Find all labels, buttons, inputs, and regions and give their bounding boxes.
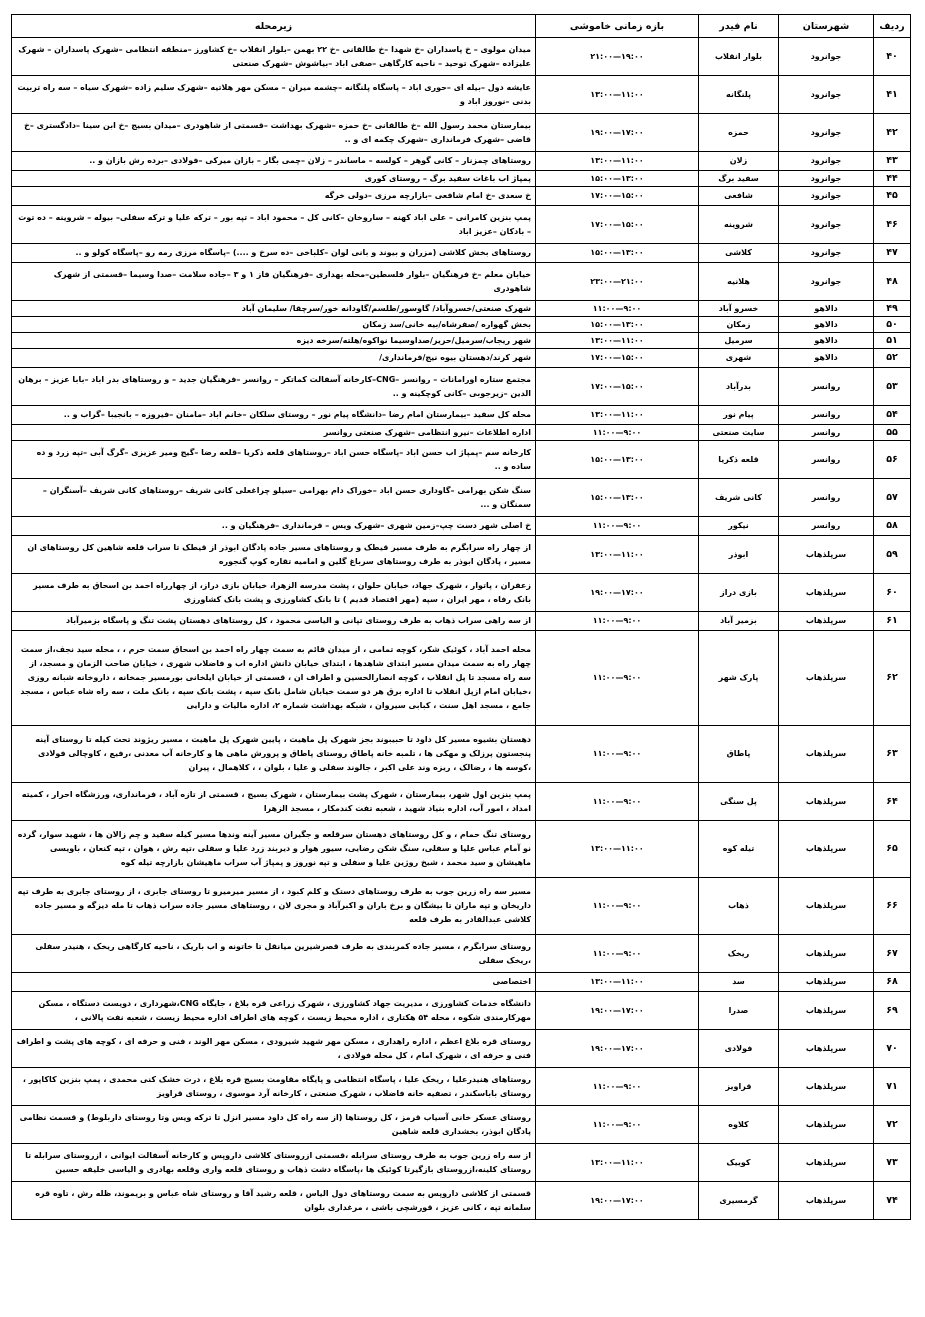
city-cell: سرپلذهاب xyxy=(779,973,874,992)
city-cell: روانسر xyxy=(779,425,874,441)
feeder-name-cell: پیام نور xyxy=(699,406,779,425)
area-cell: کارخانه سم –پمپاژ اب حسن اباد –پاسگاه حسن اباد –روستاهای قلعه ذکریا –قلعه رضا –گیج ومیر عزیزی –گرگ آبی –تپه زرد و ده ساده و .. xyxy=(12,441,536,479)
area-cell: محله کل سفید –بیمارستان امام رضا –دانشگاه پیام نور – روستای سلکان –خانم اباد –مامنان –فیروزه – بانجیبا –گراب و .. xyxy=(12,406,536,425)
table-row xyxy=(12,1030,911,1068)
row-number-cell: ۶۰ xyxy=(874,574,911,612)
outage-time-cell: ۹:۰۰—۱۱:۰۰ xyxy=(536,301,699,317)
row-number-cell: ۷۳ xyxy=(874,1144,911,1182)
outage-time-cell: ۲۱:۰۰—۲۳:۰۰ xyxy=(536,263,699,301)
city-cell: سرپلذهاب xyxy=(779,726,874,783)
feeder-name-cell: ذهاب xyxy=(699,878,779,935)
feeder-name-cell: بزمیر آباد xyxy=(699,612,779,631)
table-row xyxy=(12,406,911,425)
city-cell: سرپلذهاب xyxy=(779,1106,874,1144)
feeder-name-cell: سفید برگ xyxy=(699,171,779,187)
city-cell: روانسر xyxy=(779,368,874,406)
outage-time-cell: ۱۷:۰۰—۱۹:۰۰ xyxy=(536,1030,699,1068)
table-body xyxy=(12,38,911,1220)
row-number-cell: ۴۱ xyxy=(874,76,911,114)
city-cell: دالاهو xyxy=(779,301,874,317)
row-number-cell: ۴۸ xyxy=(874,263,911,301)
feeder-name-cell: کانی شریف xyxy=(699,479,779,517)
area-cell: روستاهای بخش کلاشی (مزران و بیوند و بانی لوان –کلباخی –ده سرخ و ....) –پاسگاه مرزی رمه رو –پاسگاه کولو و .. xyxy=(12,244,536,263)
area-cell: پمپ بنزین کامرانی – علی اباد کهنه – ساروخان –کانی کل – محمود اباد – تپه بور – ترکه علیا و ترکه سفلی– بیوله – شروینه – ده توت – بادکان –عزیز اباد xyxy=(12,206,536,244)
area-cell: خ اصلی شهر دست چپ–زمین شهری –شهرک ویس – فرمانداری –فرهنگیان و .. xyxy=(12,517,536,536)
row-number-cell: ۵۴ xyxy=(874,406,911,425)
feeder-name-cell: کلاشی xyxy=(699,244,779,263)
area-cell: میدان مولوی – خ پاسداران –خ شهدا –خ طالقانی –خ ۲۲ بهمن –بلوار انقلاب –خ کشاورز –منطقه انتظامی –شهرک پاسداران – شهرک علیزاده –شهرک توحید – ناحیه کارگاهی –صفی اباد –بیاشوش –شهرک صنعتی xyxy=(12,38,536,76)
feeder-name-cell: ریخک xyxy=(699,935,779,973)
area-cell: اختصاصی xyxy=(12,973,536,992)
row-number-cell: ۶۲ xyxy=(874,631,911,726)
city-cell: جوانرود xyxy=(779,206,874,244)
feeder-name-cell: نیکور xyxy=(699,517,779,536)
outage-time-cell: ۱۱:۰۰—۱۳:۰۰ xyxy=(536,406,699,425)
outage-time-cell: ۱۵:۰۰—۱۷:۰۰ xyxy=(536,349,699,368)
area-cell: مسیر سه راه زرین جوب به طرف روستاهای دستک و کلم کبود ، از مسیر میرمیرو تا روستای جابری ، از روستای جابری به طرف تپه داریخان و تپه ماران تا بیشگان و برخ باران و اکبرآباد و مجری لان ، روستاهای مسیر جاده سراب ذهاب تا مله دیزگه و مسیر جاده کلاشی عبدالقادر به طرف قلعه xyxy=(12,878,536,935)
table-row xyxy=(12,783,911,821)
city-cell: دالاهو xyxy=(779,333,874,349)
city-cell: جوانرود xyxy=(779,76,874,114)
table-row xyxy=(12,973,911,992)
table-row xyxy=(12,152,911,171)
outage-time-cell: ۱۱:۰۰—۱۳:۰۰ xyxy=(536,76,699,114)
outage-time-cell: ۱۳:۰۰—۱۵:۰۰ xyxy=(536,171,699,187)
area-cell: خیابان معلم –خ فرهنگیان –بلوار فلسطین–محله بهداری –فرهنگیان فاز ۱ و ۳ –جاده سلامت –صدا وسیما –قسمتی از شهرک شاهودری xyxy=(12,263,536,301)
row-number-cell: ۶۵ xyxy=(874,821,911,878)
area-cell: روستای عسکر خانی آسیاب قرمز ، کل روستاها (از سه راه کل داود مسیر انزل تا ترکه ویس وتا روستای داربلوط) و قسمت نظامی پادگان ابوذر، بخشداری قلعه شاهین xyxy=(12,1106,536,1144)
city-cell: جوانرود xyxy=(779,263,874,301)
area-cell: سنگ شکن بهرامی –گاوداری حسن اباد –خوراک دام بهرامی –سیلو چراغعلی کانی شریف –روستاهای کانی شریف –آسنگران –سمنگان و ... xyxy=(12,479,536,517)
feeder-name-cell: تیله کوه xyxy=(699,821,779,878)
table-row xyxy=(12,368,911,406)
row-number-cell: ۴۶ xyxy=(874,206,911,244)
table-row xyxy=(12,726,911,783)
outage-time-cell: ۱۷:۰۰—۱۹:۰۰ xyxy=(536,114,699,152)
area-cell: قسمتی از کلاشی داروپس به سمت روستاهای دول الیاس ، قلعه رشید آقا و روستای شاه عباس و بریموند، ظله رش ، تاوه قره سلمانه تپه ، کانی عزیز ، قورشچی باشی ، مرغداری بلوان xyxy=(12,1182,536,1220)
table-row xyxy=(12,263,911,301)
table-row xyxy=(12,612,911,631)
row-number-cell: ۴۰ xyxy=(874,38,911,76)
area-cell: بیمارستان محمد رسول الله –خ طالقانی –خ حمزه –شهرک بهداشت –قسمتی از شاهودری –میدان بسیج –خ ابن سینا –دادگستری –خ قاضی –شهرک فرمانداری –شهرک چکمه ای و .. xyxy=(12,114,536,152)
row-number-cell: ۶۳ xyxy=(874,726,911,783)
city-cell: سرپلذهاب xyxy=(779,992,874,1030)
city-cell: سرپلذهاب xyxy=(779,612,874,631)
city-cell: جوانرود xyxy=(779,38,874,76)
outage-time-cell: ۱۱:۰۰—۱۳:۰۰ xyxy=(536,333,699,349)
table-row xyxy=(12,244,911,263)
header-row-number: ردیف xyxy=(874,15,911,38)
city-cell: روانسر xyxy=(779,406,874,425)
outage-time-cell: ۹:۰۰—۱۱:۰۰ xyxy=(536,631,699,726)
table-row xyxy=(12,574,911,612)
outage-time-cell: ۱۱:۰۰—۱۳:۰۰ xyxy=(536,536,699,574)
city-cell: دالاهو xyxy=(779,317,874,333)
area-cell: روستای قره بلاغ اعظم ، اداره راهداری ، مسکن مهر شهید شیرودی ، مسکن مهر الوند ، فنی و حرفه ای ، کوچه های پشت و اطراف فنی و حرفه ای ، شهرک امام ، کل محله فولادی ، xyxy=(12,1030,536,1068)
table-row xyxy=(12,1106,911,1144)
feeder-name-cell: فولادی xyxy=(699,1030,779,1068)
outage-time-cell: ۱۵:۰۰—۱۷:۰۰ xyxy=(536,187,699,206)
feeder-name-cell: بدرآباد xyxy=(699,368,779,406)
table-row xyxy=(12,992,911,1030)
feeder-name-cell: کوییک xyxy=(699,1144,779,1182)
city-cell: جوانرود xyxy=(779,171,874,187)
area-cell: شهرک صنعتی/خسروآباد/ گاوسور/طلسم/گاودانه خور/سرچقا/ سلیمان آباد xyxy=(12,301,536,317)
row-number-cell: ۶۶ xyxy=(874,878,911,935)
outage-schedule-sheet xyxy=(12,14,911,1220)
outage-time-cell: ۱۳:۰۰—۱۵:۰۰ xyxy=(536,479,699,517)
feeder-name-cell: پلنگانه xyxy=(699,76,779,114)
outage-time-cell: ۱۱:۰۰—۱۳:۰۰ xyxy=(536,152,699,171)
row-number-cell: ۵۳ xyxy=(874,368,911,406)
feeder-name-cell: بلوار انقلاب xyxy=(699,38,779,76)
row-number-cell: ۴۴ xyxy=(874,171,911,187)
area-cell: عایشه دول –بیله ای –حوری اباد – پاسگاه پلنگانه –چشمه میران – مسکن مهر هلاتیه –شهرک سلیم زاده –شهرک سیاه – سه راه تربیت بدنی –نوروز اباد و xyxy=(12,76,536,114)
table-row xyxy=(12,114,911,152)
row-number-cell: ۵۵ xyxy=(874,425,911,441)
table-row xyxy=(12,317,911,333)
table-row xyxy=(12,1068,911,1106)
area-cell: پمپ بنزین اول شهر، بیمارستان ، شهرک پشت بیمارستان ، شهرک بسیج ، قسمتی از تازه آباد ، فرمانداری، ورزشگاه احرار ، کمیته امداد ، امور آب، اداره بنیاد شهید ، شعبه تفت کندمکار ، مسجد الزهرا xyxy=(12,783,536,821)
city-cell: جوانرود xyxy=(779,187,874,206)
feeder-name-cell: صدرا xyxy=(699,992,779,1030)
feeder-name-cell: سرمیل xyxy=(699,333,779,349)
row-number-cell: ۴۵ xyxy=(874,187,911,206)
outage-time-cell: ۹:۰۰—۱۱:۰۰ xyxy=(536,425,699,441)
feeder-name-cell: سایت صنعتی xyxy=(699,425,779,441)
row-number-cell: ۵۷ xyxy=(874,479,911,517)
table-row xyxy=(12,301,911,317)
feeder-name-cell: پل سنگی xyxy=(699,783,779,821)
outage-table xyxy=(11,14,911,1220)
feeder-name-cell: پارک شهر xyxy=(699,631,779,726)
outage-time-cell: ۹:۰۰—۱۱:۰۰ xyxy=(536,1106,699,1144)
outage-time-cell: ۱۳:۰۰—۱۵:۰۰ xyxy=(536,441,699,479)
city-cell: دالاهو xyxy=(779,349,874,368)
table-row xyxy=(12,441,911,479)
area-cell: مجتمع ستاره اورامانات – روانسر –CNG–کارخانه آسفالت کماتکر – روانسر –فرهنگیان جدید – و روستاهای بدر اباد –بابا عزیز – برهان الدین –زیرجوبی –کانی کوچکینه و .. xyxy=(12,368,536,406)
table-row xyxy=(12,187,911,206)
area-cell: روستای تنگ حمام ، و کل روستاهای دهستان سرقلعه و جگیران مسیر آینه وندها مسیر کیله سفید و چم زالان ها ، شهید سوار، گرده نو آمام عباس علیا و سفلی، سنگ شکن رضایی، سیور هوار و دیربند زرد علیا و سفلی ،تپه رش ، هوان ، تپه کنعان ، باویسی ماهیشان و سید محمد ، شیخ روژین علیا و سفلی و تپه نوروز و پمپاژ آب سراب ماهیشان بازارچه تیله کوه xyxy=(12,821,536,878)
outage-time-cell: ۱۷:۰۰—۱۹:۰۰ xyxy=(536,992,699,1030)
outage-time-cell: ۱۳:۰۰—۱۵:۰۰ xyxy=(536,244,699,263)
table-row xyxy=(12,38,911,76)
outage-time-cell: ۹:۰۰—۱۱:۰۰ xyxy=(536,612,699,631)
row-number-cell: ۷۴ xyxy=(874,1182,911,1220)
outage-time-cell: ۹:۰۰—۱۱:۰۰ xyxy=(536,935,699,973)
row-number-cell: ۴۹ xyxy=(874,301,911,317)
row-number-cell: ۵۶ xyxy=(874,441,911,479)
feeder-name-cell: سد xyxy=(699,973,779,992)
row-number-cell: ۵۹ xyxy=(874,536,911,574)
city-cell: جوانرود xyxy=(779,152,874,171)
row-number-cell: ۴۲ xyxy=(874,114,911,152)
city-cell: سرپلذهاب xyxy=(779,1182,874,1220)
table-row xyxy=(12,878,911,935)
row-number-cell: ۶۷ xyxy=(874,935,911,973)
table-row xyxy=(12,1144,911,1182)
outage-time-cell: ۹:۰۰—۱۱:۰۰ xyxy=(536,783,699,821)
feeder-name-cell: شافعی xyxy=(699,187,779,206)
row-number-cell: ۶۸ xyxy=(874,973,911,992)
feeder-name-cell: حمزه xyxy=(699,114,779,152)
table-row xyxy=(12,479,911,517)
city-cell: سرپلذهاب xyxy=(779,574,874,612)
area-cell: اداره اطلاعات –نیرو انتظامی –شهرک صنعتی روانسر xyxy=(12,425,536,441)
table-header-row xyxy=(12,15,911,38)
city-cell: سرپلذهاب xyxy=(779,1030,874,1068)
outage-time-cell: ۹:۰۰—۱۱:۰۰ xyxy=(536,517,699,536)
table-row xyxy=(12,536,911,574)
feeder-name-cell: شهری xyxy=(699,349,779,368)
city-cell: سرپلذهاب xyxy=(779,1144,874,1182)
table-row xyxy=(12,76,911,114)
header-city: شهرستان xyxy=(779,15,874,38)
row-number-cell: ۵۸ xyxy=(874,517,911,536)
area-cell: دهستان بشیوه مسیر کل داود تا حبیبوند بجز شهرک پل ماهیت ، پایین شهرک پل ماهیت ، مسیر ریژوند تحت کیله تا روستای آینه پنجستون پرزلک و مهکی ها ، تلمبه خانه پاطاق روستای پاطاق و پرورش ماهی ها و کارخانه آب معدنی ،رفیع ، کاوچالی فولادی ،کوسه ها ، رضالک ، ریزه وند علی اکبر ، جالوند سفلی و علیا ، بلوان ، ، کلاهمال ، پیران xyxy=(12,726,536,783)
table-row xyxy=(12,821,911,878)
row-number-cell: ۶۹ xyxy=(874,992,911,1030)
city-cell: روانسر xyxy=(779,517,874,536)
area-cell: محله احمد آباد ، کوئیک شکر، کوچه تمامی ، از میدان قائم به سمت چهار راه احمد بن اسحاق سمت حرم ، ، محله سید نجف،از سمت چهار راه به سمت میدان مسیر ابتدای شاهدها ، ابتدای خیابان دانش اداره اب و فاضلاب شهری ، خیابان صاحب الزمان و مسجد، از سه راه مسجد تا پل انقلاب ، کوچه انصارالحسین و اطراف ان ، قسمتی از خیابان ایلخانی بورمسیر جمخانه ، داروخانه شبانه روزی ،خیابان امام ازپل انقلاب تا اداره برق هر دو سمت خیابان شامل بانک سپه ، پشت بانک سپه ، بانک ملت ، سه راه شاه عباس ، مسجد جامع ، مسجد اهل سنت ، کبابی سیروان ، شبکه بهداشت شماره ۲، اداره مالیات و دارایی xyxy=(12,631,536,726)
row-number-cell: ۵۰ xyxy=(874,317,911,333)
area-cell: بخش گهواره /صفرشاه/بیه خانی/سد زمکان xyxy=(12,317,536,333)
outage-time-cell: ۱۱:۰۰—۱۳:۰۰ xyxy=(536,821,699,878)
table-row xyxy=(12,349,911,368)
area-cell: روستاهای چمزنار – کانی گوهر – کولسه – ماساندر – زلان –چمی بگار – بازان میرکی –فولادی –برده رش بازان و .. xyxy=(12,152,536,171)
area-cell: دانشگاه خدمات کشاورزی ، مدیریت جهاد کشاورزی ، شهرک زراعی قره بلاغ ، جایگاه CNG،شهرداری ، دویست دستگاه ، مسکن مهرکارمندی شکوه ، محله ۵۴ هکتاری ، اداره محیط زیست ، کوچه های اطراف اداره محیط زیست ، شعبه نفت پالانی ، xyxy=(12,992,536,1030)
outage-time-cell: ۱۳:۰۰—۱۵:۰۰ xyxy=(536,317,699,333)
feeder-name-cell: بازی دراز xyxy=(699,574,779,612)
row-number-cell: ۴۷ xyxy=(874,244,911,263)
feeder-name-cell: قلعه ذکریا xyxy=(699,441,779,479)
header-outage-time: بازه زمانی خاموشی xyxy=(536,15,699,38)
city-cell: سرپلذهاب xyxy=(779,783,874,821)
table-row xyxy=(12,1182,911,1220)
city-cell: سرپلذهاب xyxy=(779,536,874,574)
city-cell: روانسر xyxy=(779,441,874,479)
area-cell: پمپاژ اب باغات سفید برگ – روستای کوری xyxy=(12,171,536,187)
table-row xyxy=(12,425,911,441)
feeder-name-cell: گرمسیری xyxy=(699,1182,779,1220)
area-cell: خ سعدی –خ امام شافعی –بازارچه مرزی –دولی خرگه xyxy=(12,187,536,206)
header-area: زیرمحله xyxy=(12,15,536,38)
area-cell: روستاهای هنیدرعلیا ، ریخک علیا ، پاسگاه انتظامی و پایگاه مقاومت بسیج قره بلاغ ، درت خشک کنی محمدی ، پمپ بنزین کاکاپور ، روستای باباسکندر ، تصفیه خانه فاضلاب ، شهرک صنعتی ، کارخانه آرد موسوی ، روستای قراویز xyxy=(12,1068,536,1106)
area-cell: از سه راهی سراب ذهاب به طرف روستای تپانی و الیاسی محمود ، کل روستاهای دهستان پشت تنگ و پاسگاه بزمیرآباد xyxy=(12,612,536,631)
row-number-cell: ۶۴ xyxy=(874,783,911,821)
area-cell: زعفران ، پاتوار ، شهرک جهاد، خیابان حلوان ، پشت مدرسه الزهرا، خیابان بازی دراز، از چهارراه احمد بن اسحاق به طرف مسیر بانک رفاه ، مهر ایران ، سپه (مهر اقتصاد قدیم ) تا بانک کشاورزی و پشت بانک کشاورزی xyxy=(12,574,536,612)
area-cell: شهر ریجاب/سرمیل/حریر/صداوسیما نواکوه/هلته/سرخه دیزه xyxy=(12,333,536,349)
area-cell: شهر کرند/دهستان بیوه نیج/فرمانداری/ xyxy=(12,349,536,368)
outage-time-cell: ۱۹:۰۰—۲۱:۰۰ xyxy=(536,38,699,76)
table-row xyxy=(12,935,911,973)
header-feeder-name: نام فیدر xyxy=(699,15,779,38)
city-cell: جوانرود xyxy=(779,244,874,263)
outage-time-cell: ۱۷:۰۰—۱۹:۰۰ xyxy=(536,1182,699,1220)
city-cell: سرپلذهاب xyxy=(779,935,874,973)
outage-time-cell: ۹:۰۰—۱۱:۰۰ xyxy=(536,1068,699,1106)
table-row xyxy=(12,517,911,536)
feeder-name-cell: هلانیه xyxy=(699,263,779,301)
row-number-cell: ۷۰ xyxy=(874,1030,911,1068)
outage-time-cell: ۱۱:۰۰—۱۳:۰۰ xyxy=(536,1144,699,1182)
table-row xyxy=(12,333,911,349)
feeder-name-cell: زمکان xyxy=(699,317,779,333)
table-row xyxy=(12,631,911,726)
feeder-name-cell: شروینه xyxy=(699,206,779,244)
city-cell: سرپلذهاب xyxy=(779,1068,874,1106)
area-cell: از سه راه زرین جوب به طرف روستای سرابله ،قسمتی ازروستای کلاشی داروپس و کارخانه آسفالت ایوانی ، ازروستای سرابله تا روستای کلینه،ازروستای بازگیرتا کوئیک ها ،پاسگاه دشت ذهاب و روستای قلعه واری وقلعه بهادری و الیاسی خلیفه حسین xyxy=(12,1144,536,1182)
feeder-name-cell: ابوذر xyxy=(699,536,779,574)
row-number-cell: ۵۲ xyxy=(874,349,911,368)
feeder-name-cell: پاطاق xyxy=(699,726,779,783)
feeder-name-cell: زلان xyxy=(699,152,779,171)
outage-time-cell: ۱۷:۰۰—۱۹:۰۰ xyxy=(536,574,699,612)
outage-time-cell: ۱۵:۰۰—۱۷:۰۰ xyxy=(536,206,699,244)
row-number-cell: ۵۱ xyxy=(874,333,911,349)
row-number-cell: ۶۱ xyxy=(874,612,911,631)
feeder-name-cell: قراویز xyxy=(699,1068,779,1106)
city-cell: روانسر xyxy=(779,479,874,517)
row-number-cell: ۷۱ xyxy=(874,1068,911,1106)
area-cell: از چهار راه سرابگرم به طرف مسیر قیطک و روستاهای مسیر جاده پادگان ابوذر از قیطک تا سراب قلعه شاهین کل روستاهای ان مسیر ، پادگان ابوذر به طرف روستاهای سرباغ گلین و امامیه تقاره کوپ گنجوره xyxy=(12,536,536,574)
city-cell: سرپلذهاب xyxy=(779,878,874,935)
city-cell: سرپلذهاب xyxy=(779,821,874,878)
table-row xyxy=(12,171,911,187)
outage-time-cell: ۱۱:۰۰—۱۳:۰۰ xyxy=(536,973,699,992)
outage-time-cell: ۹:۰۰—۱۱:۰۰ xyxy=(536,726,699,783)
area-cell: روستای سرابگرم ، مسیر جاده کمربندی به طرف قصرشیرین میانقل تا خاتونه و اب باریک ، ناحیه کارگاهی ریخک ، هنیدر سفلی ،ریخک سفلی xyxy=(12,935,536,973)
feeder-name-cell: خسرو آباد xyxy=(699,301,779,317)
city-cell: جوانرود xyxy=(779,114,874,152)
outage-time-cell: ۱۵:۰۰—۱۷:۰۰ xyxy=(536,368,699,406)
feeder-name-cell: کلاوه xyxy=(699,1106,779,1144)
outage-time-cell: ۹:۰۰—۱۱:۰۰ xyxy=(536,878,699,935)
row-number-cell: ۷۲ xyxy=(874,1106,911,1144)
table-row xyxy=(12,206,911,244)
city-cell: سرپلذهاب xyxy=(779,631,874,726)
row-number-cell: ۴۳ xyxy=(874,152,911,171)
